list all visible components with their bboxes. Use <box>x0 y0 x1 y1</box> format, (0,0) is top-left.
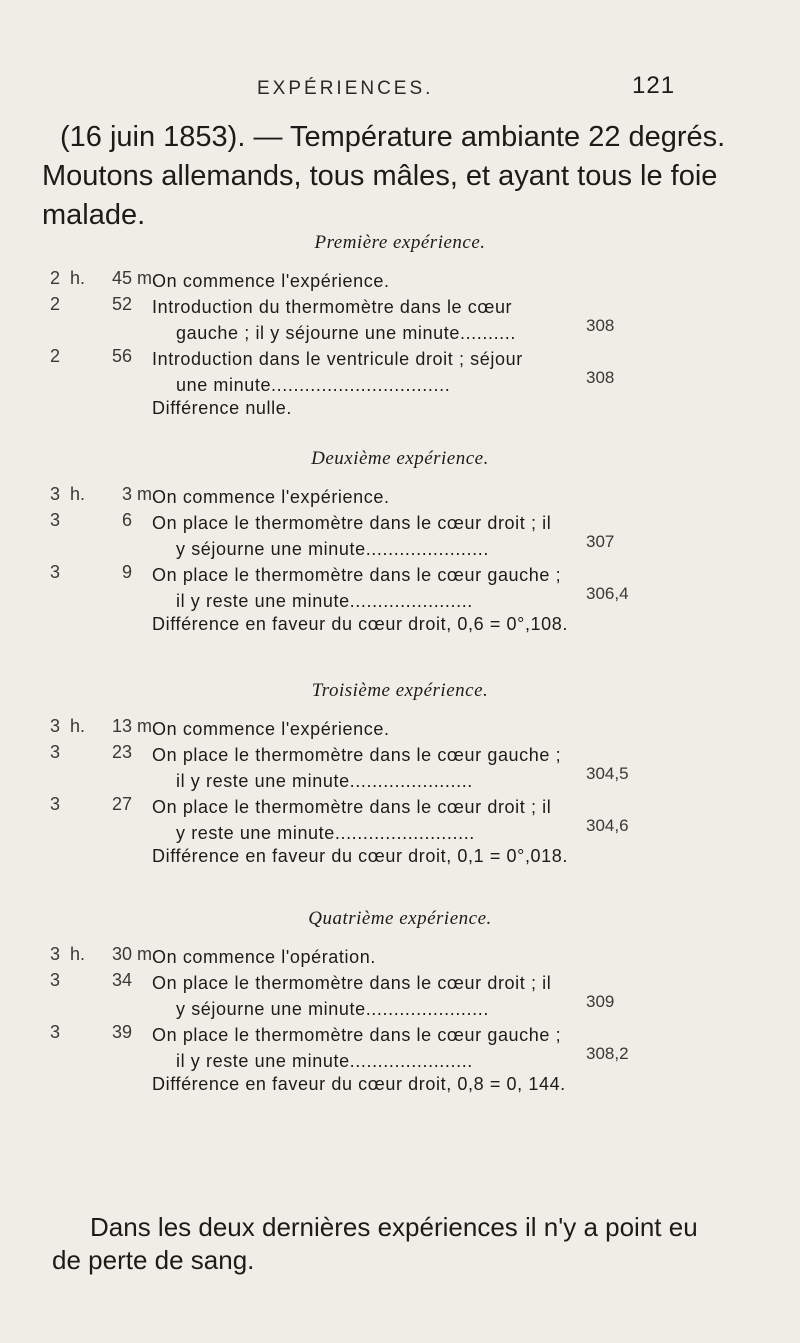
time-stamp: 3 h. 13 m. <box>50 716 158 736</box>
running-head: EXPÉRIENCES. <box>257 78 434 99</box>
time-stamp: 3 9 <box>50 562 132 582</box>
experiment-title: Quatrième expérience. <box>308 908 492 929</box>
difference-line: Différence nulle. <box>152 398 292 418</box>
temperature-value: 308 <box>586 368 615 387</box>
entry-text: On commence l'expérience. <box>152 487 390 507</box>
experiment-title: Première expérience. <box>314 232 486 253</box>
intro-line: (16 juin 1853). — Température ambiante 22 degrés. <box>60 121 726 153</box>
time-stamp: 2 52 <box>50 294 132 314</box>
time-stamp: 3 34 <box>50 970 132 990</box>
page-header <box>0 72 800 108</box>
page-number: 121 <box>632 72 676 99</box>
experiment-title: Deuxième expérience. <box>311 448 489 469</box>
time-stamp: 3 39 <box>50 1022 132 1042</box>
difference-line: Différence en faveur du cœur droit, 0,6 = 0°,108. <box>152 614 568 634</box>
difference-line: Différence en faveur du cœur droit, 0,8 = 0, 144. <box>152 1074 566 1094</box>
entry-text: Introduction du thermomètre dans le cœur gauche ; il y séjourne une minute.......... <box>152 297 516 343</box>
intro-line: Moutons allemands, tous mâles, et ayant tous le foie <box>42 160 718 192</box>
entry-text: On place le thermomètre dans le cœur gauche ; il y reste une minute...................... <box>152 565 562 611</box>
entry-text: On commence l'expérience. <box>152 719 390 739</box>
intro-paragraph <box>42 118 762 235</box>
conclusion-paragraph <box>52 1211 764 1277</box>
temperature-value: 307 <box>586 532 615 551</box>
experiment-title: Troisième expérience. <box>311 680 489 701</box>
temperature-value: 308 <box>586 316 615 335</box>
temperature-value: 308,2 <box>586 1044 629 1063</box>
temperature-value: 306,4 <box>586 584 629 603</box>
entry-text: On place le thermomètre dans le cœur gauche ; il y reste une minute...................... <box>152 745 562 791</box>
time-stamp: 3 23 <box>50 742 132 762</box>
time-stamp: 2 56 <box>50 346 132 366</box>
conclusion-line: Dans les deux dernières expériences il n'y a point eu <box>90 1212 698 1242</box>
entry-text: On place le thermomètre dans le cœur gauche ; il y reste une minute...................... <box>152 1025 562 1071</box>
temperature-value: 304,5 <box>586 764 629 783</box>
intro-line: malade. <box>42 199 146 231</box>
conclusion-line: de perte de sang. <box>52 1245 255 1275</box>
entry-text: On place le thermomètre dans le cœur droit ; il y séjourne une minute...................... <box>152 513 552 559</box>
time-stamp: 3 27 <box>50 794 132 814</box>
entry-text: On commence l'expérience. <box>152 271 390 291</box>
temperature-value: 304,6 <box>586 816 629 835</box>
entry-text: On place le thermomètre dans le cœur droit ; il y séjourne une minute...................... <box>152 973 552 1019</box>
entry-text: Introduction dans le ventricule droit ; séjour une minute................................ <box>152 349 523 395</box>
time-stamp: 3 h. 30 m. <box>50 944 158 964</box>
entry-text: On commence l'opération. <box>152 947 376 967</box>
difference-line: Différence en faveur du cœur droit, 0,1 = 0°,018. <box>152 846 568 866</box>
time-stamp: 3 6 <box>50 510 132 530</box>
time-stamp: 2 h. 45 m. <box>50 268 158 288</box>
temperature-value: 309 <box>586 992 615 1011</box>
time-stamp: 3 h. 3 m. <box>50 484 158 504</box>
entry-text: On place le thermomètre dans le cœur droit ; il y reste une minute......................... <box>152 797 552 843</box>
